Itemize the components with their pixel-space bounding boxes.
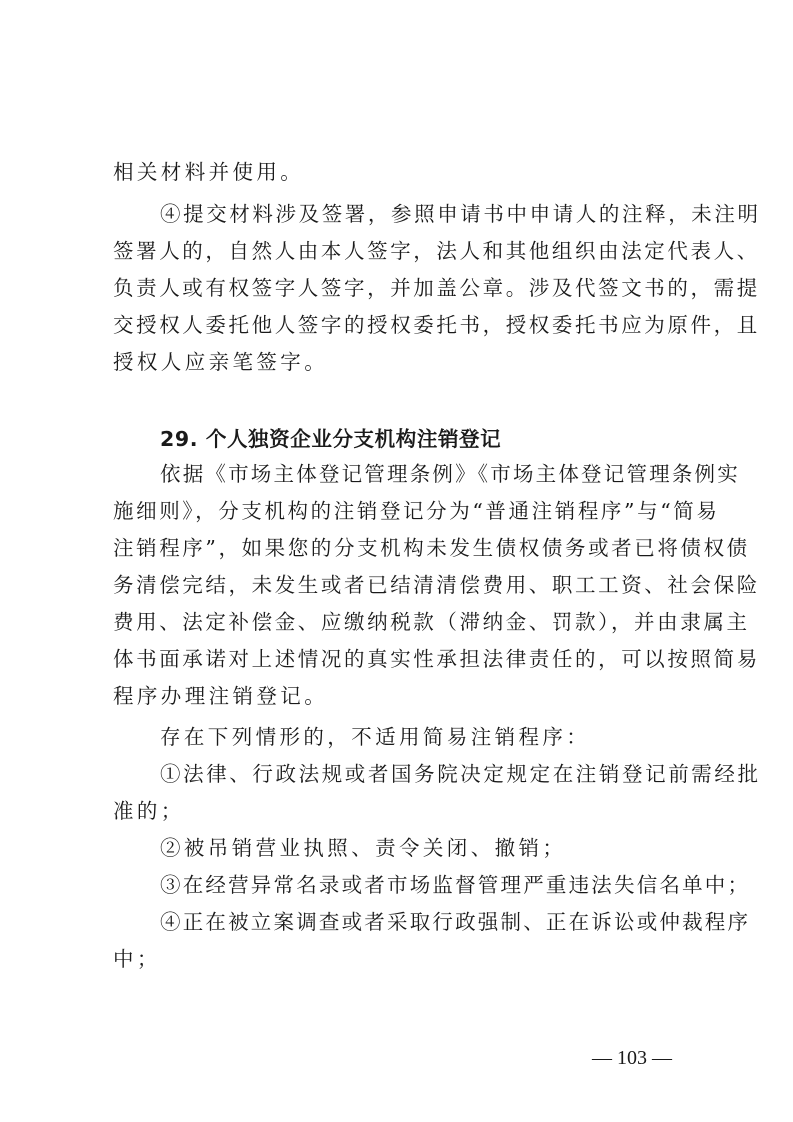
text-line: 依据《市场主体登记管理条例》《市场主体登记管理条例实 — [160, 462, 740, 486]
text-line: 注销程序”，如果您的分支机构未发生债权债务或者已将债权债 — [113, 536, 750, 560]
text-line: 签署人的，自然人由本人签字，法人和其他组织由法定代表人、 — [113, 239, 760, 263]
text-line: ④正在被立案调查或者采取行政强制、正在诉讼或仲裁程序 — [160, 910, 751, 934]
text-line: 存在下列情形的，不适用简易注销程序： — [160, 725, 591, 749]
text-line: ③在经营异常名录或者市场监督管理严重违法失信名单中； — [160, 873, 751, 897]
text-line: 费用、法定补偿金、应缴纳税款（滞纳金、罚款），并由隶属主 — [113, 610, 750, 634]
text-line: ④提交材料涉及签署，参照申请书中申请人的注释，未注明 — [160, 202, 761, 226]
text-line: 负责人或有权签字人签字，并加盖公章。涉及代签文书的，需提 — [113, 276, 760, 300]
text-line: 施细则》，分支机构的注销登记分为“普通注销程序”与“简易 — [113, 499, 720, 523]
text-line: ②被吊销营业执照、责令关闭、撤销； — [160, 836, 567, 860]
text-line: ①法律、行政法规或者国务院决定规定在注销登记前需经批 — [160, 762, 761, 786]
text-line: 程序办理注销登记。 — [113, 684, 329, 708]
text-line: 准的； — [113, 799, 185, 823]
text-line: 体书面承诺对上述情况的真实性承担法律责任的，可以按照简易 — [113, 647, 760, 671]
text-line: 务清偿完结，未发生或者已结清清偿费用、职工工资、社会保险 — [113, 573, 760, 597]
text-line: 授权人应亲笔签字。 — [113, 350, 329, 374]
page-number: — 103 — — [592, 1047, 672, 1069]
text-line: 相关材料并使用。 — [113, 160, 305, 184]
section-heading: 29. 个人独资企业分支机构注销登记 — [160, 427, 502, 451]
text-line: 中； — [113, 947, 161, 971]
text-line: 交授权人委托他人签字的授权委托书，授权委托书应为原件，且 — [113, 313, 760, 337]
